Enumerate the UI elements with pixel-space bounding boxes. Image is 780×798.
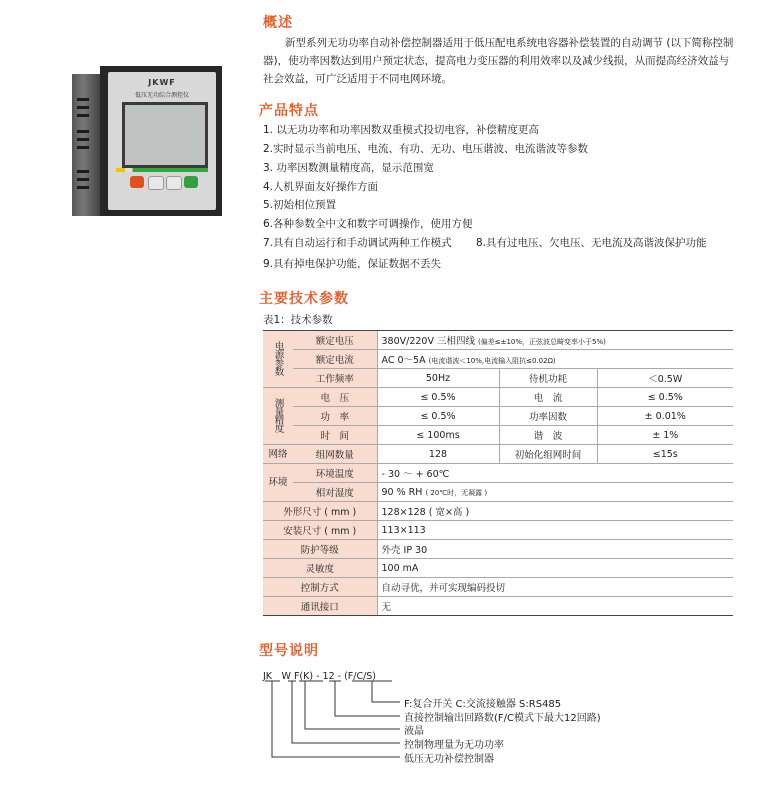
feature-item-2: 2.实时显示当前电压、电流、有功、无功、电压谐波、电流谐波等参数 [263,143,589,155]
overview-heading: 概述 [263,15,293,31]
power-factor-value: ± 0.01% [597,407,733,426]
frequency-value: 50Hz [377,369,499,388]
rated-current-value: AC 0～5A (电流谐波＜10%,电流输入阻抗≤0.02Ω) [377,350,733,369]
rated-voltage-value: 380V/220V 三相四线 (偏差≤±10%，正弦波总畸变率小于5%) [377,331,733,350]
feature-item-4: 4.人机界面友好操作方面 [263,181,379,193]
model-legend-2: 直接控制输出回路数(F/C模式下最大12回路) [404,713,601,724]
comm-label: 通讯接口 [263,597,377,616]
rated-current-label: 额定电流 [293,350,377,369]
current-label: 电 流 [499,388,597,407]
feature-item-6: 6.各种参数全中文和数字可调操作，使用方便 [263,218,473,230]
network-count-label: 组网数量 [293,445,377,464]
power-label: 功 率 [293,407,377,426]
feature-item-7: 7.具有自动运行和手动调试两种工作模式 [263,237,452,249]
power-value: ≤ 0.5% [377,407,499,426]
model-legend-5: 低压无功补偿控制器 [404,754,494,765]
model-legend-1: F:复合开关 C:交流接触器 S:RS485 [404,699,562,710]
feature-item-8: 8.具有过电压、欠电压、无电流及高谐波保护功能 [476,237,707,249]
voltage-label: 电 压 [293,388,377,407]
humidity-value: 90 % RH ( 20℃时，无凝露 ) [377,483,733,502]
standby-power-value: ＜0.5W [597,369,733,388]
frequency-label: 工作频率 [293,369,377,388]
time-value: ≤ 100ms [377,426,499,445]
rated-voltage-label: 额定电压 [293,331,377,350]
power-factor-label: 功率因数 [499,407,597,426]
group-power: 电源参数 [263,331,293,388]
control-label: 控制方式 [263,578,377,597]
device-panel-title: 低压无功综合测控仪 [134,92,189,99]
sensitivity-value: 100 mA [377,559,733,578]
temperature-value: - 30 ～ + 60℃ [377,464,733,483]
network-init-value: ≤15s [597,445,733,464]
sensitivity-label: 灵敏度 [263,559,377,578]
feature-item-1: 1. 以无功功率和功率因数双重模式投切电容，补偿精度更高 [263,124,539,136]
feature-item-5: 5.初始相位预置 [263,199,337,211]
mounting-label: 安装尺寸 ( mm ) [263,521,377,540]
dimensions-label: 外形尺寸 ( mm ) [263,502,377,521]
harmonic-value: ± 1% [597,426,733,445]
dimensions-value: 128×128 ( 宽×高 ) [377,502,733,521]
current-value: ≤ 0.5% [597,388,733,407]
protection-value: 外壳 IP 30 [377,540,733,559]
protection-label: 防护等级 [263,540,377,559]
group-network: 网络 [263,445,293,464]
model-legend-3: 液晶 [404,726,424,737]
humidity-label: 相对湿度 [293,483,377,502]
control-value: 自动寻优，并可实现编码投切 [377,578,733,597]
overview-text: 新型系列无功功率自动补偿控制器适用于低压配电系统电容器补偿装置的自动调节 (以下简称控制器)，使功率因数达到用户预定状态，提高电力变压器的利用效率以及减少线损，从而提高经济效益与社会效益，可广泛适用于不同电网环境。 [263,37,734,85]
harmonic-label: 谐 波 [499,426,597,445]
network-init-label: 初始化组网时间 [499,445,597,464]
model-heading: 型号说明 [259,643,319,659]
temperature-label: 环境温度 [293,464,377,483]
device-brand: JKWF [148,78,176,87]
voltage-value: ≤ 0.5% [377,388,499,407]
group-accuracy: 测量精度 [263,388,293,445]
features-heading: 产品特点 [259,103,319,119]
model-legend-4: 控制物理量为无功功率 [404,740,504,751]
comm-value: 无 [377,597,733,616]
model-code: JK W F(K) - 12 - (F/C/S) [263,671,377,682]
feature-item-3: 3. 功率因数测量精度高，显示范围宽 [263,162,434,174]
time-label: 时 间 [293,426,377,445]
feature-item-9: 9.具有掉电保护功能，保证数据不丢失 [263,258,442,270]
group-environment: 环境 [263,464,293,502]
mounting-value: 113×113 [377,521,733,540]
table-caption: 表1：技术参数 [263,314,333,326]
network-count-value: 128 [377,445,499,464]
tech-heading: 主要技术参数 [259,291,349,307]
standby-power-label: 待机功耗 [499,369,597,388]
